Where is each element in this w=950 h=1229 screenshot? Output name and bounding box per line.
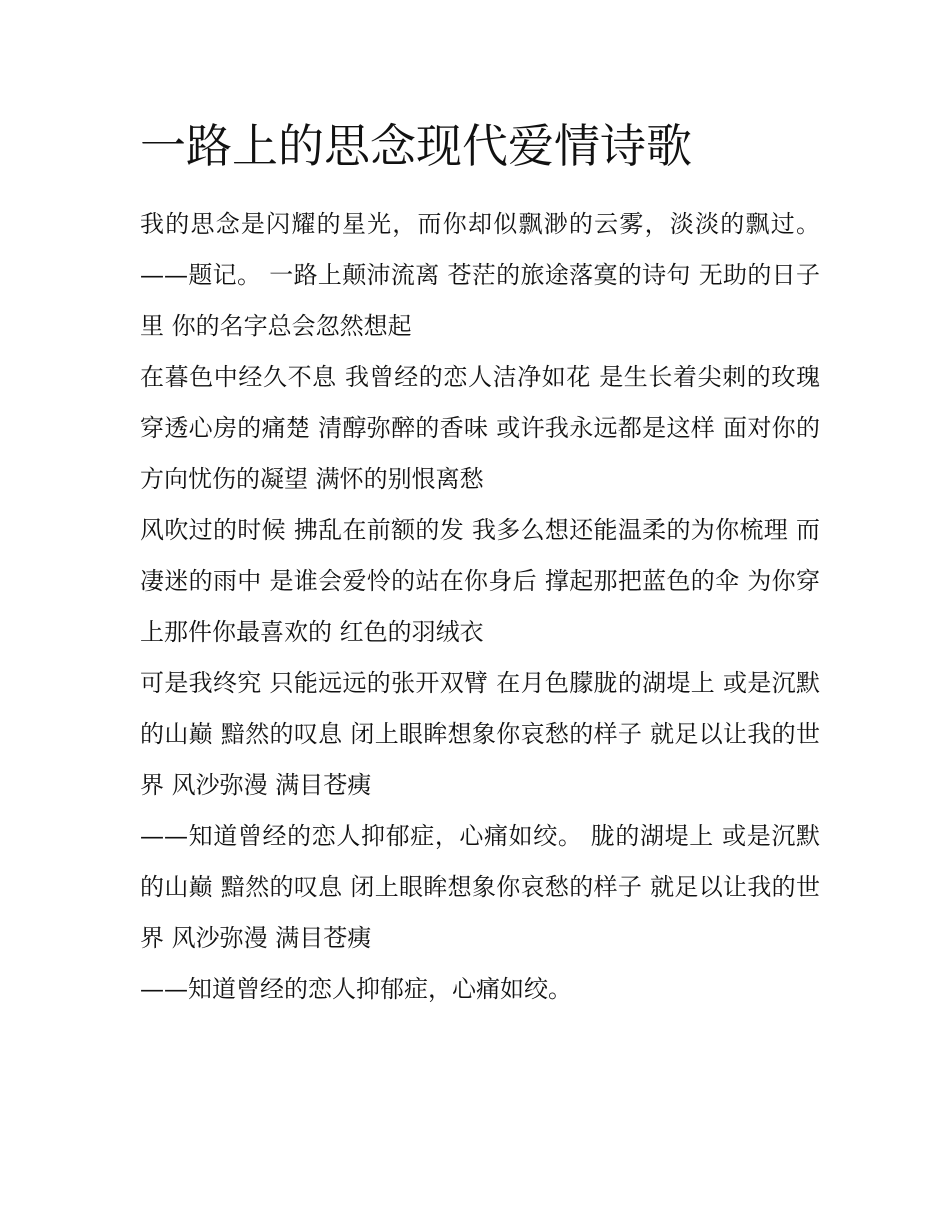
document-body [140, 199, 820, 1015]
paragraph: ——知道曾经的恋人抑郁症，心痛如绞。 [140, 975, 572, 1003]
paragraph: 风吹过的时候 拂乱在前额的发 我多么想还能温柔的为你梳理 而凄迷的雨中 是谁会爱怜的站在你身后 撑起那把蓝色的伞 为你穿上那件你最喜欢的 红色的羽绒衣 [140, 516, 820, 646]
paragraph: ——知道曾经的恋人抑郁症，心痛如绞。 胧的湖堤上 或是沉默的山巅 黯然的叹息 闭上眼眸想象你哀愁的样子 就足以让我的世界 风沙弥漫 满目苍痍 [140, 822, 820, 952]
paragraph: 可是我终究 只能远远的张开双臂 在月色朦胧的湖堤上 或是沉默的山巅 黯然的叹息 闭上眼眸想象你哀愁的样子 就足以让我的世界 风沙弥漫 满目苍痍 [140, 669, 820, 799]
paragraph: 在暮色中经久不息 我曾经的恋人洁净如花 是生长着尖刺的玫瑰 穿透心房的痛楚 清醇弥醉的香味 或许我永远都是这样 面对你的方向忧伤的凝望 满怀的别恨离愁 [140, 363, 820, 493]
paragraph: 我的思念是闪耀的星光，而你却似飘渺的云雾，淡淡的飘过。——题记。 一路上颠沛流离 苍茫的旅途落寞的诗句 无助的日子里 你的名字总会忽然想起 [140, 210, 820, 340]
document-title: 一路上的思念现代爱情诗歌 [140, 119, 692, 173]
